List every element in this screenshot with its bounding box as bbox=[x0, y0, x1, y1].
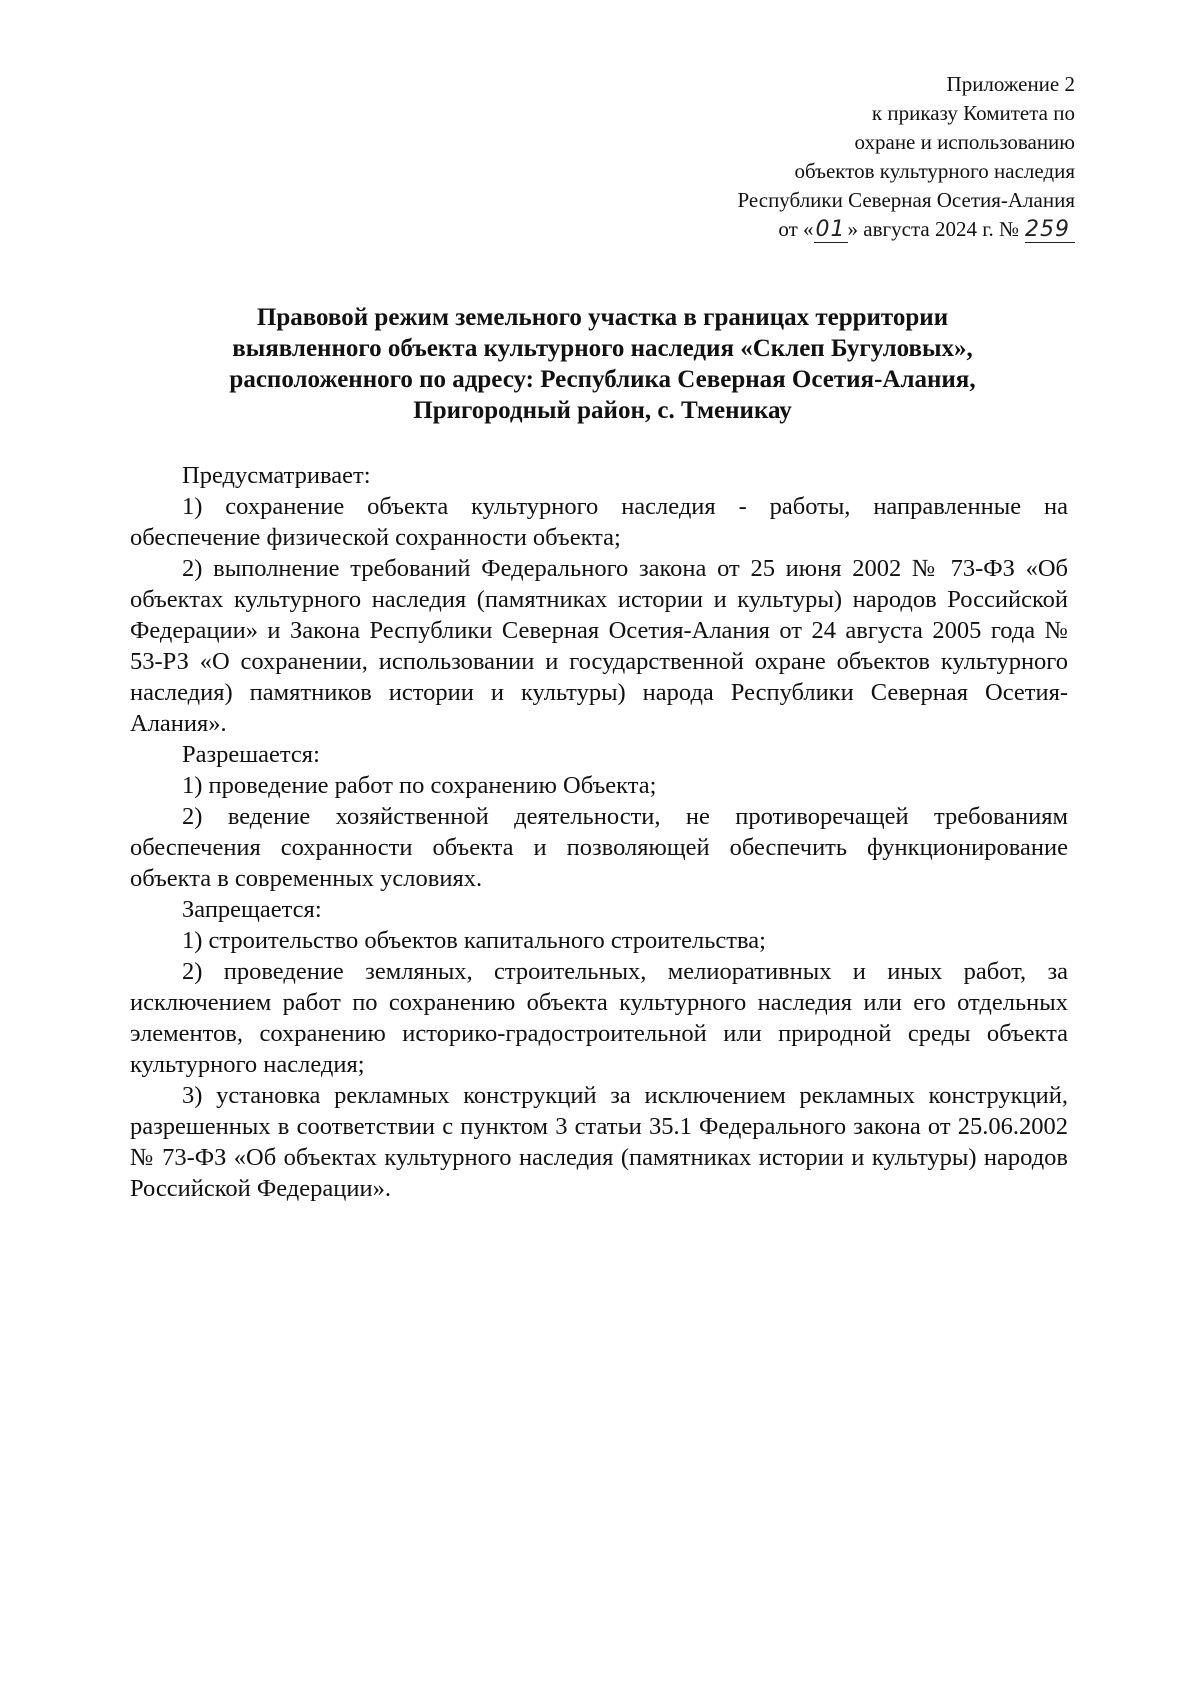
allowed-item: 2) ведение хозяйственной деятельности, не противоречащей требованиям обеспечения сохранности объекта и позволяющей обеспечить функционирование объекта в современных условиях. bbox=[130, 803, 1068, 892]
appendix-order-ref: к приказу Комитета по bbox=[871, 101, 1075, 125]
appendix-republic: Республики Северная Осетия-Алания bbox=[737, 188, 1075, 212]
document-body bbox=[130, 460, 1068, 1204]
forbidden-item: 1) строительство объектов капитального строительства; bbox=[182, 927, 766, 954]
appendix-committee-line-1: охране и использованию bbox=[854, 130, 1075, 154]
section-heading-forbidden: Запрещается: bbox=[182, 896, 322, 923]
appendix-number: Приложение 2 bbox=[946, 72, 1075, 96]
appendix-committee-line-2: объектов культурного наследия bbox=[794, 159, 1075, 183]
section-heading-allowed: Разрешается: bbox=[182, 741, 320, 768]
handwritten-order-number: 259 bbox=[1025, 218, 1075, 243]
title-line: Правовой режим земельного участка в границах территории bbox=[256, 304, 949, 331]
document-title bbox=[135, 302, 1070, 426]
handwritten-day: 01 bbox=[815, 217, 846, 242]
date-middle: » августа 2024 г. № bbox=[847, 217, 1019, 241]
order-date-line bbox=[555, 215, 1075, 244]
section-heading-provides: Предусматривает: bbox=[182, 462, 371, 489]
date-prefix: от « bbox=[778, 217, 814, 241]
appendix-header bbox=[555, 70, 1075, 244]
forbidden-item: 2) проведение земляных, строительных, мелиоративных и иных работ, за исключением работ по сохранению объекта культурного наследия или его отдельных элементов, сохранению историко-градостроительной или природной среды объекта культурного наследия; bbox=[130, 958, 1068, 1078]
allowed-item: 1) проведение работ по сохранению Объекта; bbox=[182, 772, 657, 799]
provides-item: 2) выполнение требований Федерального закона от 25 июня 2002 № 73-ФЗ «Об объектах культурного наследия (памятниках истории и культуры) народов Российской Федерации» и Закона Республики Северная Осетия-Алания от 24 августа 2005 года № 53-РЗ «О сохранении, использовании и государственной охране объектов культурного наследия) памятников истории и культуры) народа Республики Северная Осетия-Алания». bbox=[130, 555, 1068, 737]
title-line: расположенного по адресу: Республика Северная Осетия-Алания, bbox=[229, 366, 976, 393]
forbidden-item: 3) установка рекламных конструкций за исключением рекламных конструкций, разрешенных в соответствии с пунктом 3 статьи 35.1 Федерального закона от 25.06.2002 № 73-ФЗ «Об объектах культурного наследия (памятниках истории и культуры) народов Российской Федерации». bbox=[130, 1082, 1068, 1202]
title-line: выявленного объекта культурного наследия «Склеп Бугуловых», bbox=[232, 335, 973, 362]
title-line: Пригородный район, с. Тменикау bbox=[413, 397, 792, 424]
provides-item: 1) сохранение объекта культурного наследия - работы, направленные на обеспечение физической сохранности объекта; bbox=[130, 493, 1068, 551]
